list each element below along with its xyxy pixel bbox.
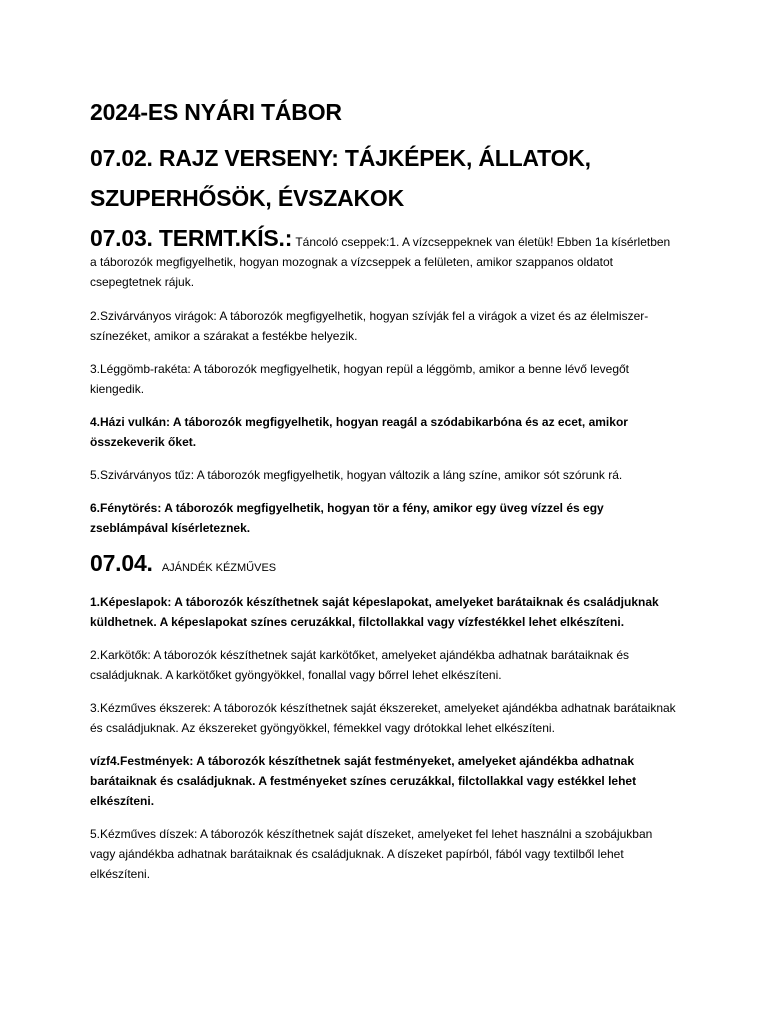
list-item: 2.Szivárványos virágok: A táborozók megfigyelhetik, hogyan szívják fel a virágok a vizet és az élelmiszer-színezéket, amikor a szárakat a festékbe helyezik. [90,309,649,343]
day2-date-heading: 07.03. TERMT.KÍS.: [90,225,293,251]
day3-date: 07.04. [90,550,153,576]
list-item: 5.Kézműves díszek: A táborozók készíthetnek saját díszeket, amelyeket fel lehet használni a szobájukban vagy ajándékba adhatnak barátaiknak és családjuknak. A díszeket papírból, fából vagy textilből lehet elkészíteni. [90,827,653,881]
day3-heading [90,551,680,580]
list-item: vízf4.Festmények: A táborozók készíthetnek saját festményeket, amelyeket ajándékba adhatnak barátaiknak és családjuknak. A festményeket színes ceruzákkal, filctollakkal vagy estékkel lehet elkészíteni. [90,754,637,808]
day3-subtitle: AJÁNDÉK KÉZMŰVES [161,562,277,574]
day1-heading: 07.02. RAJZ VERSENY: TÁJKÉPEK, ÁLLATOK, SZUPERHŐSÖK, ÉVSZAKOK [90,145,591,211]
list-item: 5.Szivárványos tűz: A táborozók megfigyelhetik, hogyan változik a láng színe, amikor sót szórunk rá. [90,468,623,482]
day3-craft-list [90,592,680,884]
day2-experiment-list [90,306,680,538]
document-title: 2024-ES NYÁRI TÁBOR [90,99,342,125]
list-item: 3.Kézműves ékszerek: A táborozók készíthetnek saját ékszereket, amelyeket ajándékba adhatnak barátaiknak és családjuknak. Az ékszereket gyöngyökkel, fémekkel vagy drótokkal lehet elkészíteni. [90,701,676,735]
list-item: 1.Képeslapok: A táborozók készíthetnek saját képeslapokat, amelyeket barátaiknak és családjuknak küldhetnek. A képeslapokat színes ceruzákkal, filctollakkal vagy vízfestékkel lehet elkészíteni. [90,595,659,629]
list-item: 6.Fénytörés: A táborozók megfigyelhetik, hogyan tör a fény, amikor egy üveg vízzel és egy zseblámpával kísérleteznek. [90,501,604,535]
list-item: 2.Karkötők: A táborozók készíthetnek saját karkötőket, amelyeket ajándékba adhatnak barátaiknak és családjuknak. A karkötőket gyöngyökkel, fonallal vagy bőrrel lehet elkészíteni. [90,648,629,682]
list-item: 4.Házi vulkán: A táborozók megfigyelhetik, hogyan reagál a szódabikarbóna és az ecet, amikor összekeverik őket. [90,415,628,449]
list-item: 3.Léggömb-rakéta: A táborozók megfigyelhetik, hogyan repül a léggömb, amikor a benne lévő levegőt kiengedik. [90,362,630,396]
document-page [90,92,680,897]
day2-intro-text: Táncoló cseppek:1. A vízcseppeknek van életük! Ebben 1a kísérletben a táborozók megfigyelhetik, hogyan mozognak a vízcseppek a felületen, amikor szappanos oldatot csepegtetnek rájuk. [90,235,671,289]
day2-intro-paragraph [90,226,680,292]
